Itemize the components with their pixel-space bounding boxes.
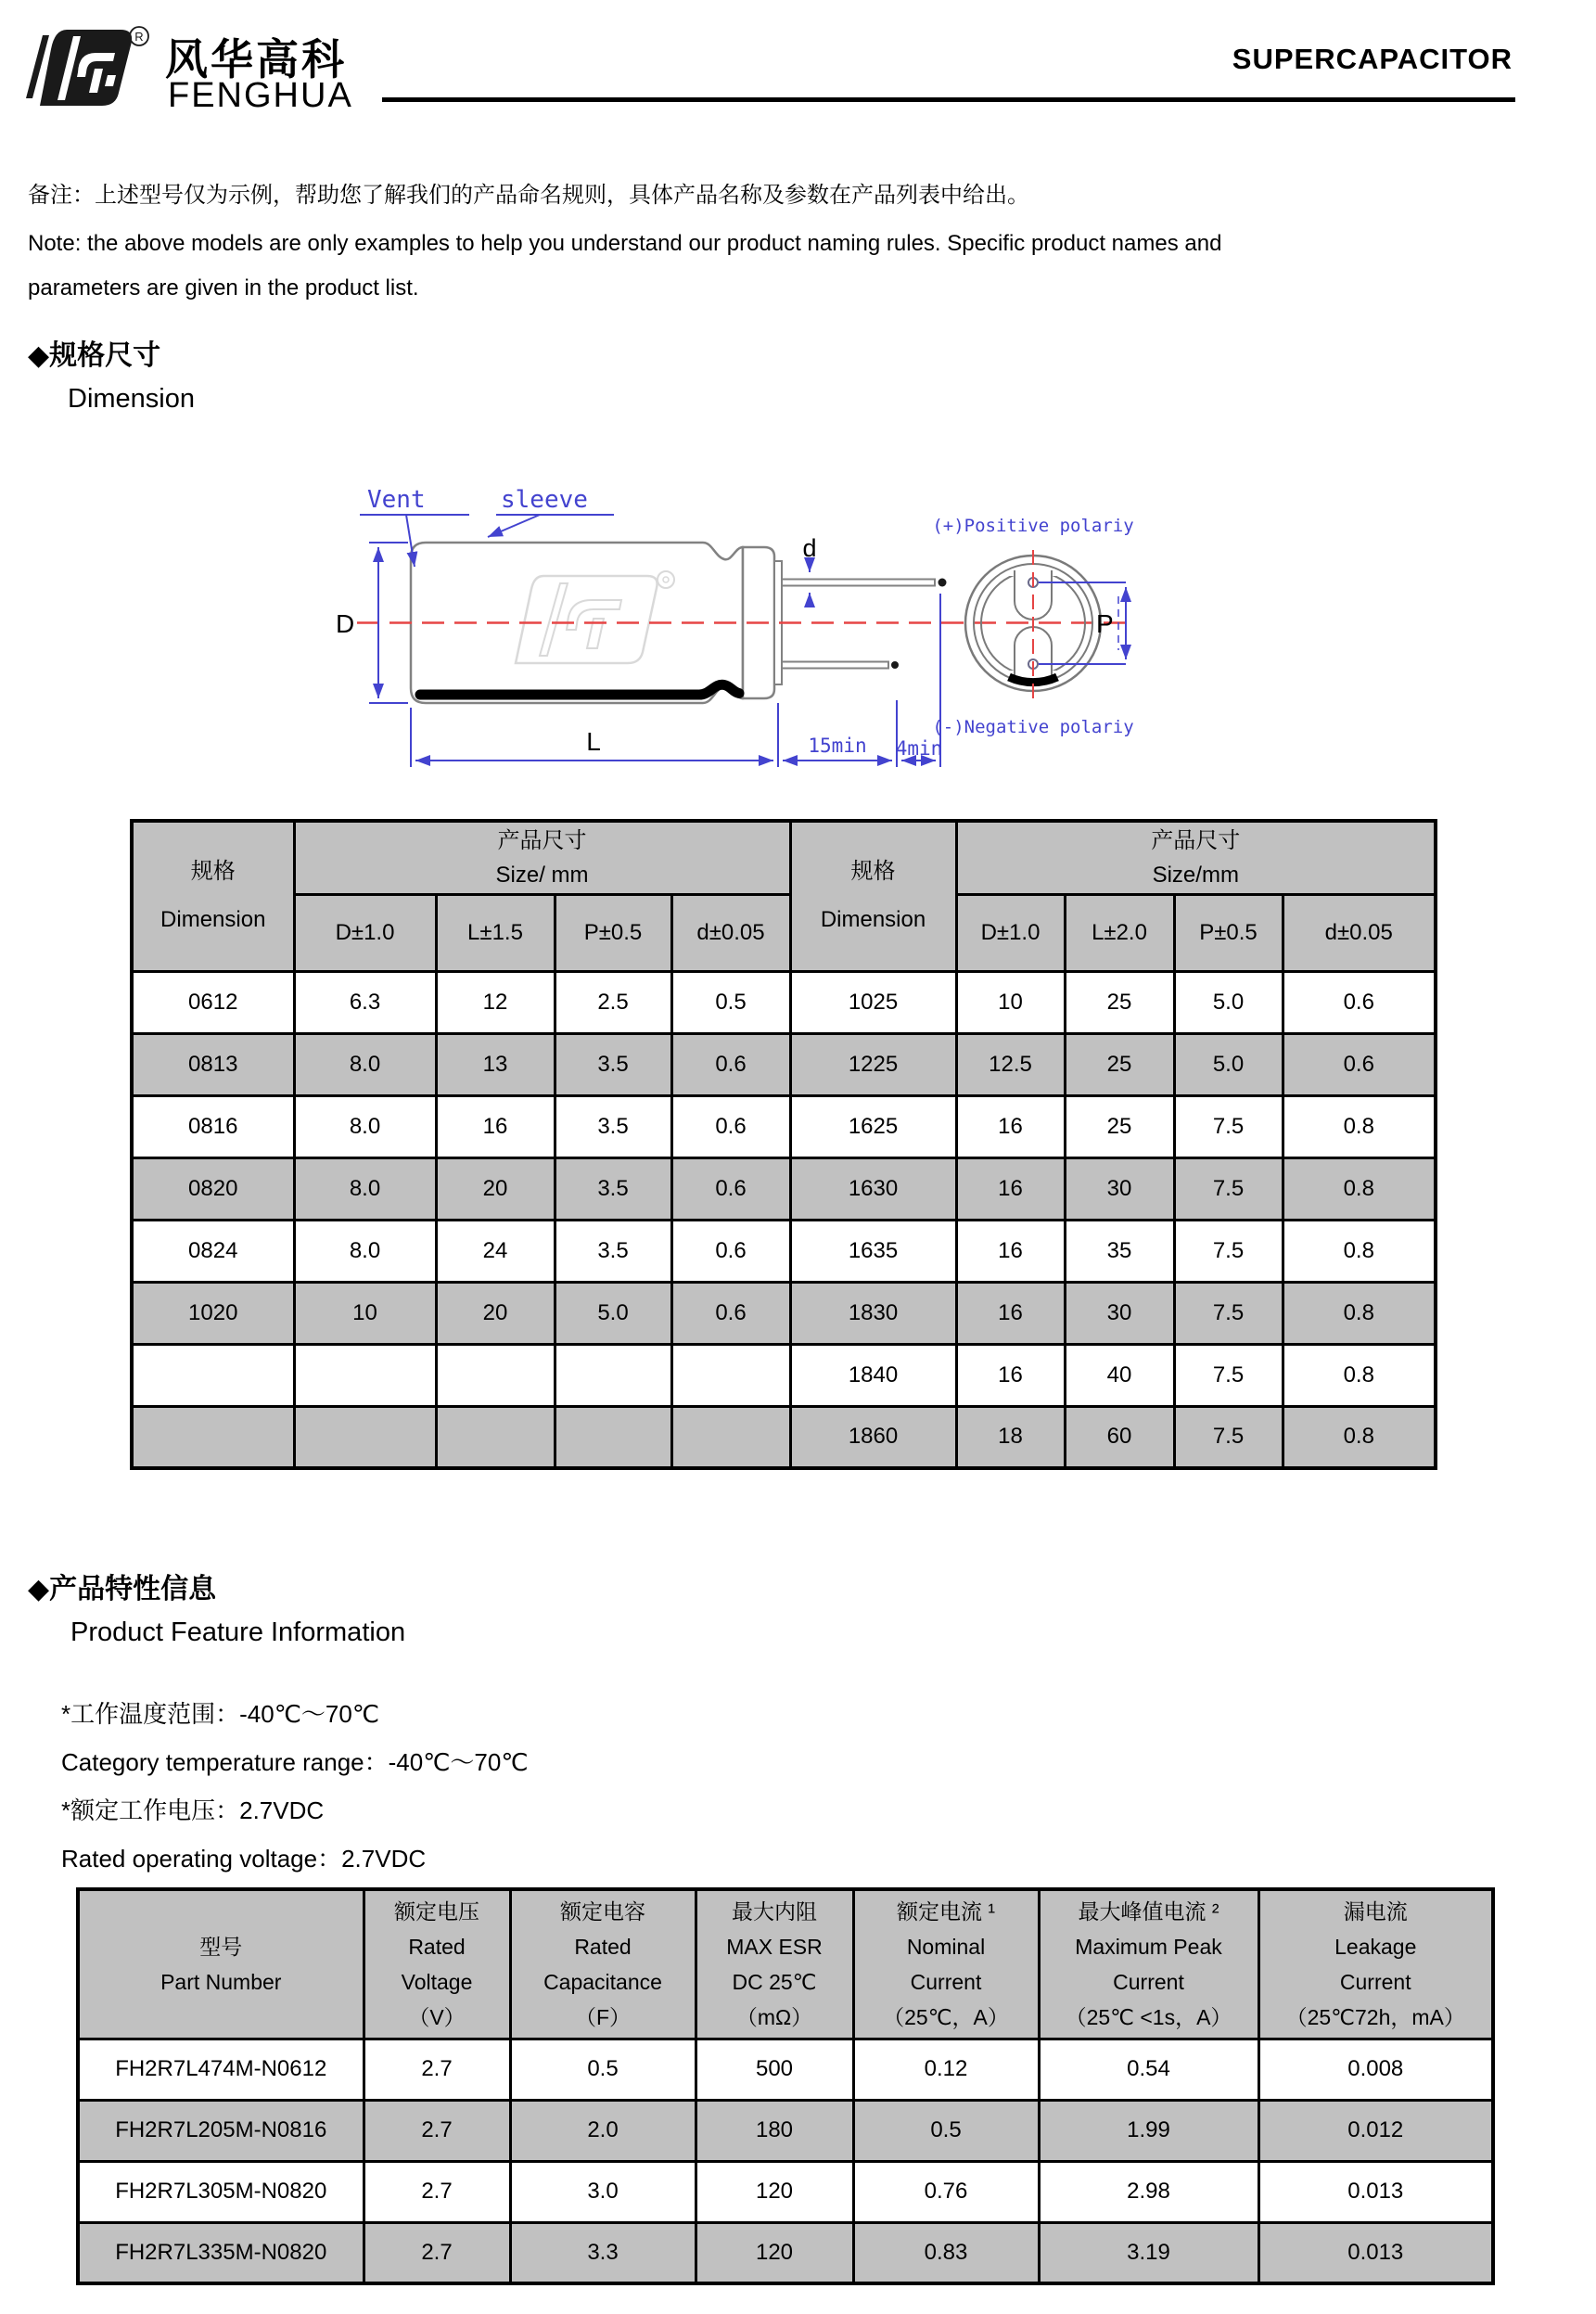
section-title-dimension-cn: ◆规格尺寸 bbox=[28, 340, 161, 371]
brand-name-cn: 风华高科 bbox=[165, 35, 347, 83]
table-cell: 7.5 bbox=[1174, 1406, 1283, 1468]
table-cell: FH2R7L474M-N0612 bbox=[78, 2039, 364, 2100]
table-cell: 1840 bbox=[790, 1344, 956, 1406]
page-title: SUPERCAPACITOR bbox=[1232, 43, 1513, 75]
vent-label: Vent bbox=[367, 486, 426, 514]
end-view bbox=[965, 550, 1101, 698]
table-cell: 2.98 bbox=[1039, 2161, 1258, 2222]
dim-table-size-header-right bbox=[956, 821, 1436, 894]
table-cell: 2.5 bbox=[555, 971, 671, 1033]
table-cell: 0.6 bbox=[671, 1282, 790, 1344]
table-cell: 16 bbox=[956, 1282, 1065, 1344]
table-cell: 25 bbox=[1065, 1033, 1174, 1095]
feat-header-rated-capacitance bbox=[510, 1889, 696, 2039]
table-cell: 60 bbox=[1065, 1406, 1174, 1468]
table-cell: 0.013 bbox=[1258, 2222, 1493, 2283]
size-header-en: Size/ mm bbox=[495, 862, 589, 888]
text-line: Leakage bbox=[1334, 1934, 1417, 1959]
col-header-d-right: d±0.05 bbox=[1283, 894, 1436, 971]
size-header-cn: 产品尺寸 bbox=[497, 827, 587, 853]
table-cell: 1.99 bbox=[1039, 2100, 1258, 2161]
table-cell bbox=[671, 1344, 790, 1406]
table-cell: 0.5 bbox=[510, 2039, 696, 2100]
table-cell: 40 bbox=[1065, 1344, 1174, 1406]
table-cell: 0.5 bbox=[853, 2100, 1039, 2161]
text-line: 漏电流 bbox=[1343, 1899, 1408, 1924]
table-cell: 35 bbox=[1065, 1220, 1174, 1282]
text-line: （25℃，A） bbox=[883, 2004, 1009, 2029]
feat-header-peak-current bbox=[1039, 1889, 1258, 2039]
registered-mark-icon: R bbox=[134, 30, 144, 44]
table-row bbox=[132, 1095, 1436, 1157]
table-cell bbox=[132, 1406, 294, 1468]
length-label: L bbox=[586, 727, 601, 756]
table-cell: 0816 bbox=[132, 1095, 294, 1157]
table-cell: 0.8 bbox=[1283, 1157, 1436, 1220]
table-cell: 1020 bbox=[132, 1282, 294, 1344]
table-cell: 13 bbox=[436, 1033, 555, 1095]
sleeve-leader-arrow bbox=[488, 515, 540, 537]
table-cell: FH2R7L305M-N0820 bbox=[78, 2161, 364, 2222]
table-row bbox=[132, 1220, 1436, 1282]
table-cell: 24 bbox=[436, 1220, 555, 1282]
col-header-P-left: P±0.5 bbox=[555, 894, 671, 971]
table-cell: 0.5 bbox=[671, 971, 790, 1033]
text-line: 型号 bbox=[199, 1934, 243, 1959]
table-cell: 2.0 bbox=[510, 2100, 696, 2161]
table-row bbox=[132, 1157, 1436, 1220]
note-en-line2: parameters are given in the product list. bbox=[28, 275, 419, 300]
table-cell: 500 bbox=[696, 2039, 853, 2100]
header-divider bbox=[382, 97, 1515, 102]
spec-header-cn: 规格 bbox=[190, 859, 236, 885]
feature-table-body bbox=[78, 2039, 1493, 2283]
table-cell bbox=[294, 1406, 436, 1468]
table-cell: 0.6 bbox=[1283, 971, 1436, 1033]
text-line: 最大内阻 bbox=[732, 1899, 817, 1924]
table-cell: 0.8 bbox=[1283, 1095, 1436, 1157]
table-cell: 1860 bbox=[790, 1406, 956, 1468]
table-cell bbox=[671, 1406, 790, 1468]
section-title-features-cn: ◆产品特性信息 bbox=[28, 1574, 217, 1604]
feat-header-part-number bbox=[78, 1889, 364, 2039]
table-cell: 25 bbox=[1065, 1095, 1174, 1157]
col-header-L-left: L±1.5 bbox=[436, 894, 555, 971]
table-row bbox=[78, 2161, 1493, 2222]
positive-polarity-label: (+)Positive polariy bbox=[932, 516, 1134, 536]
table-cell bbox=[436, 1344, 555, 1406]
table-cell: 0.6 bbox=[671, 1157, 790, 1220]
text-line: *额定工作电压：2.7VDC bbox=[61, 1796, 325, 1824]
table-cell: 7.5 bbox=[1174, 1344, 1283, 1406]
col-header-d-left: d±0.05 bbox=[671, 894, 790, 971]
table-cell: 1635 bbox=[790, 1220, 956, 1282]
table-row bbox=[78, 2039, 1493, 2100]
table-cell: 0.8 bbox=[1283, 1406, 1436, 1468]
table-cell: 0.6 bbox=[671, 1033, 790, 1095]
table-cell: 0.8 bbox=[1283, 1282, 1436, 1344]
dimension-table-body bbox=[132, 971, 1436, 1468]
table-cell bbox=[555, 1406, 671, 1468]
table-cell: 30 bbox=[1065, 1157, 1174, 1220]
table-row bbox=[78, 2222, 1493, 2283]
table-cell bbox=[294, 1344, 436, 1406]
table-cell: 0820 bbox=[132, 1157, 294, 1220]
table-cell: 0.6 bbox=[1283, 1033, 1436, 1095]
text-line: （F） bbox=[574, 2004, 632, 2029]
table-cell bbox=[436, 1406, 555, 1468]
table-cell: FH2R7L335M-N0820 bbox=[78, 2222, 364, 2283]
table-cell: 2.7 bbox=[364, 2161, 510, 2222]
table-cell: 5.0 bbox=[1174, 971, 1283, 1033]
spec-header-cn: 规格 bbox=[850, 859, 896, 885]
text-line: Nominal bbox=[906, 1934, 986, 1959]
text-line: （25℃72h，mA） bbox=[1285, 2004, 1465, 2029]
table-cell: 16 bbox=[956, 1220, 1065, 1282]
table-cell: 7.5 bbox=[1174, 1157, 1283, 1220]
table-cell: 10 bbox=[294, 1282, 436, 1344]
table-cell: 1630 bbox=[790, 1157, 956, 1220]
table-cell: 16 bbox=[956, 1157, 1065, 1220]
text-line: MAX ESR bbox=[726, 1934, 823, 1959]
dim-table-spec-header-right bbox=[790, 821, 956, 971]
lead-diameter-label: d bbox=[802, 534, 817, 562]
lead-min-length-label: 15min bbox=[808, 735, 867, 757]
table-row bbox=[132, 1282, 1436, 1344]
table-cell: 3.5 bbox=[555, 1220, 671, 1282]
section-title-features-en: Product Feature Information bbox=[70, 1617, 406, 1647]
size-header-cn: 产品尺寸 bbox=[1151, 827, 1241, 853]
upper-lead bbox=[779, 580, 935, 586]
text-line: Current bbox=[910, 1969, 982, 1994]
text-line: Category temperature range：-40℃～70℃ bbox=[61, 1748, 529, 1776]
section-title-dimension-en: Dimension bbox=[68, 384, 195, 414]
dim-table-spec-header-left bbox=[132, 821, 294, 971]
lead-tip-min-label: 4min bbox=[895, 737, 943, 760]
text-line: 额定电压 bbox=[394, 1899, 479, 1924]
pitch-label: P bbox=[1096, 609, 1114, 638]
table-cell: 3.0 bbox=[510, 2161, 696, 2222]
table-cell: 5.0 bbox=[555, 1282, 671, 1344]
feat-header-leakage-current bbox=[1258, 1889, 1493, 2039]
spec-header-en: Dimension bbox=[160, 907, 266, 933]
table-cell: 16 bbox=[436, 1095, 555, 1157]
table-cell: 12 bbox=[436, 971, 555, 1033]
text-line: *工作温度范围：-40℃～70℃ bbox=[61, 1700, 380, 1728]
table-row bbox=[132, 1033, 1436, 1095]
table-cell: 6.3 bbox=[294, 971, 436, 1033]
dim-table-size-header-left bbox=[294, 821, 790, 894]
table-cell: 2.7 bbox=[364, 2039, 510, 2100]
col-header-P-right: P±0.5 bbox=[1174, 894, 1283, 971]
table-cell: 120 bbox=[696, 2161, 853, 2222]
table-cell: 0.54 bbox=[1039, 2039, 1258, 2100]
table-cell: 1025 bbox=[790, 971, 956, 1033]
table-cell: 8.0 bbox=[294, 1220, 436, 1282]
table-cell: 10 bbox=[956, 971, 1065, 1033]
table-row bbox=[132, 1406, 1436, 1468]
text-line: 额定电容 bbox=[560, 1899, 645, 1924]
table-cell: 7.5 bbox=[1174, 1095, 1283, 1157]
table-cell: 0.83 bbox=[853, 2222, 1039, 2283]
table-row bbox=[132, 1344, 1436, 1406]
text-line: （V） bbox=[408, 2004, 466, 2029]
table-cell: 8.0 bbox=[294, 1095, 436, 1157]
table-cell: 3.5 bbox=[555, 1095, 671, 1157]
text-line: Current bbox=[1113, 1969, 1184, 1994]
table-cell: 20 bbox=[436, 1282, 555, 1344]
table-cell: 0.6 bbox=[671, 1220, 790, 1282]
text-line: DC 25℃ bbox=[732, 1969, 817, 1994]
table-cell: FH2R7L205M-N0816 bbox=[78, 2100, 364, 2161]
table-cell: 0.012 bbox=[1258, 2100, 1493, 2161]
col-header-L-right: L±2.0 bbox=[1065, 894, 1174, 971]
table-cell: 0.013 bbox=[1258, 2161, 1493, 2222]
table-cell: 0.8 bbox=[1283, 1220, 1436, 1282]
table-cell: 1625 bbox=[790, 1095, 956, 1157]
note-en-line1: Note: the above models are only examples to help you understand our product naming rules. Specific product names and bbox=[28, 231, 1222, 256]
table-cell: 180 bbox=[696, 2100, 853, 2161]
table-cell: 2.7 bbox=[364, 2222, 510, 2283]
text-line: （mΩ） bbox=[735, 2004, 813, 2029]
upper-lead-tip-dot bbox=[938, 579, 947, 587]
table-cell: 1830 bbox=[790, 1282, 956, 1344]
text-line: 额定电流 ¹ bbox=[896, 1899, 996, 1924]
lower-lead-tip-dot bbox=[891, 661, 899, 669]
table-cell: 0.008 bbox=[1258, 2039, 1493, 2100]
text-line: Rated bbox=[408, 1934, 466, 1959]
table-cell: 120 bbox=[696, 2222, 853, 2283]
sleeve-label: sleeve bbox=[501, 486, 588, 514]
table-cell: 3.5 bbox=[555, 1033, 671, 1095]
table-cell: 8.0 bbox=[294, 1033, 436, 1095]
text-line: Rated bbox=[574, 1934, 632, 1959]
table-cell: 12.5 bbox=[956, 1033, 1065, 1095]
text-line: （25℃ <1s，A） bbox=[1065, 2004, 1232, 2029]
dimension-table bbox=[130, 819, 1437, 1470]
table-cell: 5.0 bbox=[1174, 1033, 1283, 1095]
text-line: Voltage bbox=[401, 1969, 473, 1994]
table-cell: 3.3 bbox=[510, 2222, 696, 2283]
lower-lead bbox=[779, 662, 888, 669]
feature-table bbox=[76, 1887, 1495, 2285]
negative-polarity-label: (-)Negative polariy bbox=[932, 717, 1134, 737]
brand-name-en: FENGHUA bbox=[168, 76, 353, 115]
diameter-label: D bbox=[336, 609, 355, 638]
feat-header-max-esr bbox=[696, 1889, 853, 2039]
table-cell: 0.8 bbox=[1283, 1344, 1436, 1406]
table-cell: 3.5 bbox=[555, 1157, 671, 1220]
table-cell: 30 bbox=[1065, 1282, 1174, 1344]
table-cell: 0612 bbox=[132, 971, 294, 1033]
table-cell: 0.6 bbox=[671, 1095, 790, 1157]
table-cell: 0824 bbox=[132, 1220, 294, 1282]
table-cell: 16 bbox=[956, 1095, 1065, 1157]
text-line: Current bbox=[1339, 1969, 1411, 1994]
table-cell: 16 bbox=[956, 1344, 1065, 1406]
table-row bbox=[132, 971, 1436, 1033]
table-cell bbox=[555, 1344, 671, 1406]
table-cell: 2.7 bbox=[364, 2100, 510, 2161]
table-cell: 0.76 bbox=[853, 2161, 1039, 2222]
note-cn: 备注：上述型号仅为示例，帮助您了解我们的产品命名规则，具体产品名称及参数在产品列表中给出。 bbox=[28, 183, 1029, 208]
table-cell: 3.19 bbox=[1039, 2222, 1258, 2283]
feat-header-rated-voltage bbox=[364, 1889, 510, 2039]
text-line: Part Number bbox=[160, 1969, 282, 1994]
table-cell: 7.5 bbox=[1174, 1282, 1283, 1344]
table-cell: 0.12 bbox=[853, 2039, 1039, 2100]
text-line: 最大峰值电流 ² bbox=[1078, 1899, 1219, 1924]
text-line: Capacitance bbox=[543, 1969, 662, 1994]
feature-spec-lines bbox=[61, 1695, 529, 1888]
spec-header-en: Dimension bbox=[820, 907, 926, 933]
feat-header-nominal-current bbox=[853, 1889, 1039, 2039]
col-header-D-right: D±1.0 bbox=[956, 894, 1065, 971]
text-line: Maximum Peak bbox=[1075, 1934, 1222, 1959]
table-cell: 18 bbox=[956, 1406, 1065, 1468]
capacitor-drawing bbox=[306, 468, 1233, 802]
table-cell: 1225 bbox=[790, 1033, 956, 1095]
table-cell bbox=[132, 1344, 294, 1406]
table-cell: 25 bbox=[1065, 971, 1174, 1033]
table-cell: 7.5 bbox=[1174, 1220, 1283, 1282]
table-row bbox=[78, 2100, 1493, 2161]
col-header-D-left: D±1.0 bbox=[294, 894, 436, 971]
text-line: Rated operating voltage：2.7VDC bbox=[61, 1845, 427, 1873]
fenghua-logo-icon bbox=[24, 24, 154, 121]
size-header-en: Size/mm bbox=[1152, 862, 1239, 888]
table-cell: 20 bbox=[436, 1157, 555, 1220]
table-cell: 8.0 bbox=[294, 1157, 436, 1220]
table-cell: 0813 bbox=[132, 1033, 294, 1095]
